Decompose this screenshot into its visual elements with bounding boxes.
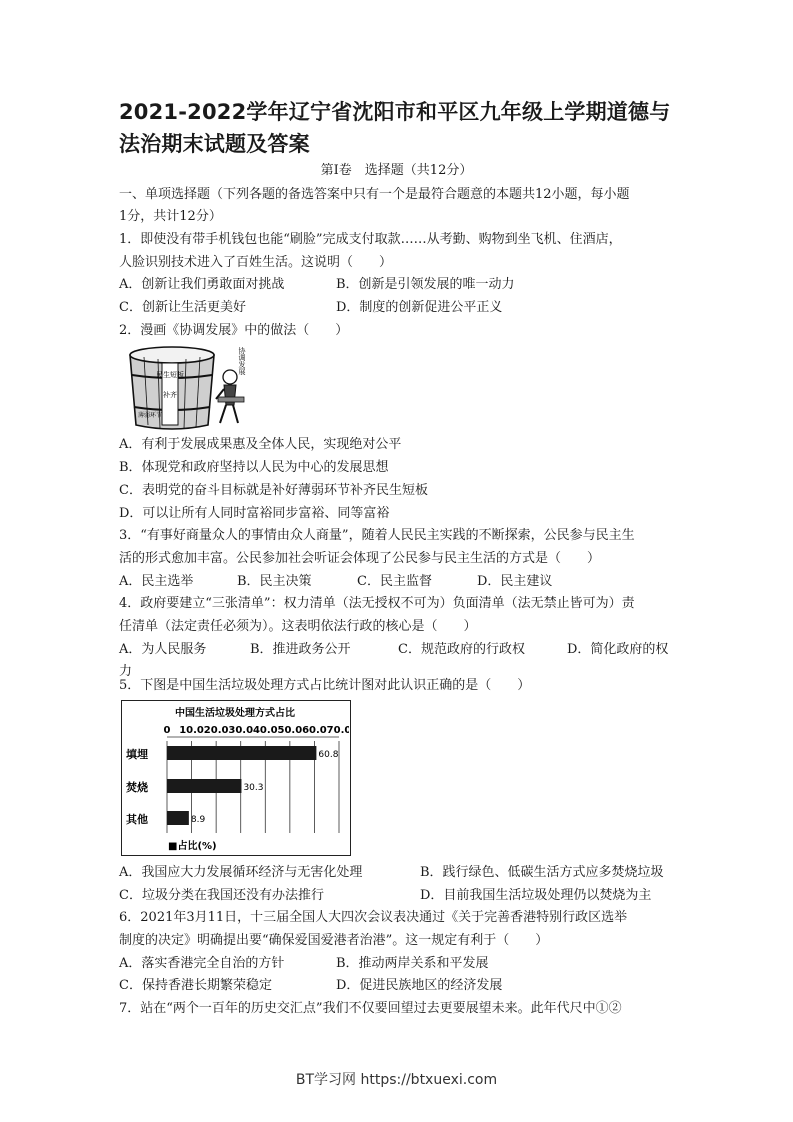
waste-treatment-chart	[121, 700, 351, 856]
chart-title: 中国生活垃圾处理方式占比	[175, 708, 295, 719]
q2-option-d: D．可以让所有人同时富裕同步富裕、同等富裕	[119, 506, 390, 521]
q6-stem-line-2: 制度的决定》明确提出要“确保爱国爱港者治港”。这一规定有利于（ ）	[119, 933, 549, 948]
chart-tick-label: 10.0	[179, 725, 204, 736]
q5-option-c: C．垃圾分类在我国还没有办法推行	[119, 888, 324, 903]
q2-option-c: C．表明党的奋斗目标就是补好薄弱环节补齐民生短板	[119, 483, 428, 498]
chart-category-label: 焚烧	[126, 781, 148, 794]
chart-bar	[167, 779, 241, 793]
q4-stem-line-2: 任清单（法定责任必须为）。这表明依法行政的核心是（ ）	[119, 619, 477, 634]
q1-option-c: C．创新让生活更美好	[119, 300, 246, 315]
chart-tick-label: 30.0	[228, 725, 254, 736]
q2-stem: 2．漫画《协调发展》中的做法（ ）	[119, 323, 349, 338]
q5-option-a: A．我国应大力发展循环经济与无害化处理	[119, 865, 363, 880]
chart-data-label: 60.8	[318, 750, 339, 760]
coordinated-development-cartoon	[120, 341, 250, 431]
chart-category-label: 其他	[126, 813, 148, 826]
q4-option-d: D．简化政府的权	[567, 642, 669, 657]
cartoon-label-weak: 薄弱环节	[137, 412, 163, 419]
q4-stem-line-1: 4．政府要建立“三张清单”：权力清单（法无授权不可为）负面清单（法无禁止皆可为）责	[119, 596, 635, 611]
chart-tick-label: 40.0	[252, 725, 278, 736]
q1-stem-line-2: 人脸识别技术进入了百姓生活。这说明（ ）	[119, 255, 393, 270]
chart-tick-label: 50.0	[277, 725, 303, 736]
page-title: 2021-2022学年辽宁省沈阳市和平区九年级上学期道德与法治期末试题及答案	[119, 100, 671, 156]
chart-data-label: 30.3	[243, 783, 264, 793]
chart-legend: ■占比(%)	[168, 841, 217, 852]
q3-option-b: B．民主决策	[237, 574, 312, 589]
q4-option-b: B．推进政务公开	[250, 642, 351, 657]
q7-stem: 7．站在“两个一百年的历史交汇点”我们不仅要回望过去更要展望未来。此年代尺中①②	[119, 1001, 622, 1016]
site-footer: BT学习网 https://btxuexi.com	[295, 1072, 498, 1088]
q3-stem-line-1: 3．“有事好商量众人的事情由众人商量”，随着人民民主实践的不断探索，公民参与民主生	[119, 528, 635, 543]
q5-stem: 5．下图是中国生活垃圾处理方式占比统计图对此认识正确的是（ ）	[119, 678, 531, 693]
chart-data-label: 8.9	[190, 815, 206, 825]
chart-category-label: 填埋	[126, 748, 148, 761]
q4-option-d-tail: 力	[119, 664, 133, 679]
q6-option-c: C．保持香港长期繁荣稳定	[119, 978, 272, 993]
instructions-line-1: 一、单项选择题（下列各题的备选答案中只有一个是最符合题意的本题共12小题，每小题	[119, 187, 630, 202]
q2-option-a: A．有利于发展成果惠及全体人民，实现绝对公平	[119, 437, 402, 452]
section-header: 第Ⅰ卷 选择题（共12分）	[320, 163, 473, 178]
q1-option-a: A．创新让我们勇敢面对挑战	[119, 277, 285, 292]
waste-treatment-chart-svg	[122, 701, 349, 854]
q1-option-d: D．制度的创新促进公平正义	[336, 300, 503, 315]
q6-option-d: D．促进民族地区的经济发展	[336, 978, 503, 993]
chart-tick-label: 0	[163, 725, 171, 736]
q6-stem-line-1: 6．2021年3月11日，十三届全国人大四次会议表决通过《关于完善香港特别行政区选举	[119, 910, 628, 925]
q3-option-d: D．民主建议	[477, 574, 553, 589]
chart-tick-label: 20.0	[203, 725, 229, 736]
q4-option-a: A．为人民服务	[119, 642, 207, 657]
instructions-line-2: 1分，共计12分）	[119, 209, 222, 224]
chart-tick-label: 60.0	[302, 725, 327, 736]
chart-bar	[167, 811, 189, 825]
q3-option-c: C．民主监督	[357, 574, 432, 589]
cartoon-label-shortboard: 民生短板	[156, 371, 184, 379]
q4-option-c: C．规范政府的行政权	[398, 642, 525, 657]
cartoon-label-patch: 补齐	[163, 391, 177, 399]
q6-option-b: B．推动两岸关系和平发展	[336, 956, 489, 971]
chart-bar	[167, 746, 316, 760]
q3-stem-line-2: 活的形式愈加丰富。公民参加社会听证会体现了公民参与民主生活的方式是（ ）	[119, 551, 601, 566]
q5-option-d: D．目前我国生活垃圾处理仍以焚烧为主	[420, 888, 652, 903]
q2-option-b: B．体现党和政府坚持以人民为中心的发展思想	[119, 460, 389, 475]
q6-option-a: A．落实香港完全自治的方针	[119, 956, 285, 971]
cartoon-caption: 协调发展	[238, 347, 246, 375]
q5-option-b: B．践行绿色、低碳生活方式应多焚烧垃圾	[420, 865, 664, 880]
q1-stem-line-1: 1．即使没有带手机钱包也能“刷脸”完成支付取款……从考勤、购物到坐飞机、住酒店，	[119, 232, 622, 247]
chart-tick-label: 70.0	[326, 725, 349, 736]
q1-option-b: B．创新是引领发展的唯一动力	[336, 277, 515, 292]
q3-option-a: A．民主选举	[119, 574, 194, 589]
